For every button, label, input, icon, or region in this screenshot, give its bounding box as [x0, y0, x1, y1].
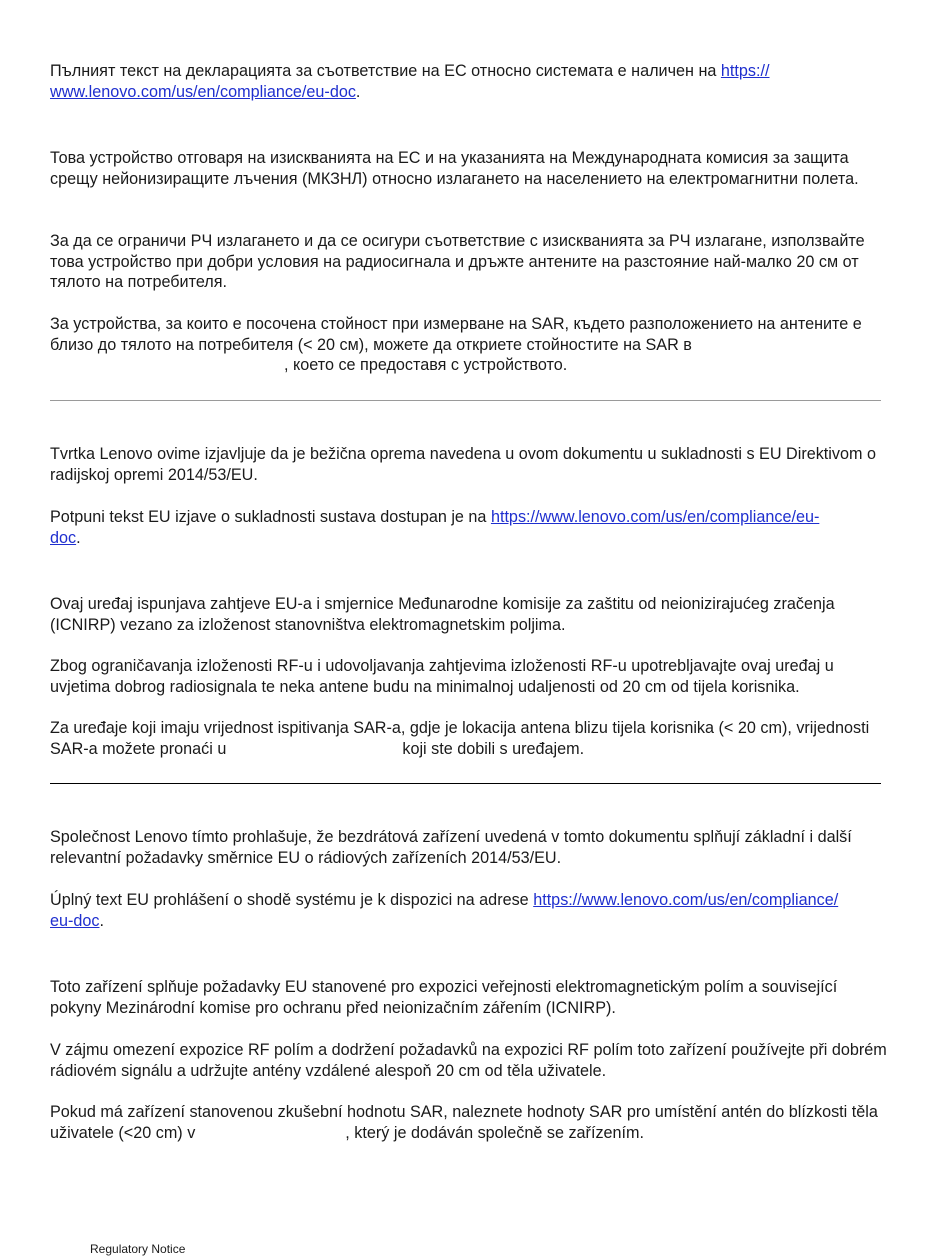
- cs-declaration-link[interactable]: https://www.lenovo.com/us/en/compliance/ eu-doc: [50, 891, 839, 930]
- section-divider: [50, 783, 881, 784]
- bg-rf-exposure-paragraph: За да се ограничи РЧ излагането и да се осигури съответствие с изискванията за РЧ излагане, използвайте това устройство при добри условия на радиосигнала и дръжте антените на разстояние най-малко 20 см от тялото на потребителя.: [50, 232, 865, 292]
- hr-declaration-link[interactable]: https://www.lenovo.com/us/en/compliance/eu- doc: [50, 508, 820, 547]
- hr-rf-exposure-paragraph: Zbog ograničavanja izloženosti RF-u i udovoljavanja zahtjevima izloženosti RF-u upotrebljavajte ovaj uređaj u uvjetima dobrog radiosignala te neka antene budu na minimalnoj udaljenosti od 20 cm od tijela korisnika.: [50, 657, 834, 696]
- cs-sar-paragraph: Pokud má zařízení stanovenou zkušební hodnotu SAR, naleznete hodnoty SAR pro umístění antén do blízkosti těla uživatele (<20 cm) v , který je dodáván společně se zařízením.: [50, 1103, 878, 1142]
- bg-declaration-text: Пълният текст на декларацията за съответствие на ЕС относно системата е наличен на: [50, 62, 717, 80]
- bg-sar-paragraph: За устройства, за които е посочена стойност при измерване на SAR, където разположението на антените е близо до тялото на потребителя (< 20 см), можете да откриете стойностите на SAR в, което се предоставя с устройството.: [50, 315, 862, 375]
- cs-compliance-paragraph: Toto zařízení splňuje požadavky EU stanovené pro expozici veřejnosti elektromagnetickým polím a související pokyny Mezinárodní komise pro ochranu před neionizačním zářením (ICNIRP).: [50, 978, 838, 1017]
- hr-declaration-intro: Tvrtka Lenovo ovime izjavljuje da je bežična oprema navedena u ovom dokumentu u sukladnosti s EU Direktivom o radijskoj opremi 2014/53/EU.: [50, 445, 876, 484]
- bg-declaration-paragraph: Пълният текст на декларацията за съответствие на ЕС относно системата е наличен на https:// www.lenovo.com/us/en/compliance/eu-doc.: [50, 62, 770, 101]
- section-divider: [50, 400, 881, 401]
- bg-declaration-link[interactable]: https:// www.lenovo.com/us/en/compliance/eu-doc: [50, 62, 770, 101]
- cs-declaration-intro: Společnost Lenovo tímto prohlašuje, že bezdrátová zařízení uvedená v tomto dokumentu splňují základní i další relevantní požadavky směrnice EU o rádiových zařízeních 2014/53/EU.: [50, 828, 852, 867]
- hr-compliance-paragraph: Ovaj uređaj ispunjava zahtjeve EU-a i smjernice Međunarodne komisije za zaštitu od neionizirajućeg zračenja (ICNIRP) vezano za izloženost stanovništva elektromagnetskim poljima.: [50, 595, 835, 634]
- page-footer: Regulatory Notice: [90, 1242, 186, 1256]
- bg-compliance-paragraph: Това устройство отговаря на изискванията на ЕС и на указанията на Международната комисия за защита срещу нейонизиращите лъчения (МКЗНЛ) относно излагането на населението на електромагнитни полета.: [50, 149, 859, 188]
- hr-declaration-paragraph: Potpuni tekst EU izjave o sukladnosti sustava dostupan je na https://www.lenovo.com/us/en/compliance/eu- doc.: [50, 508, 820, 547]
- hr-sar-paragraph: Za uređaje koji imaju vrijednost ispitivanja SAR-a, gdje je lokacija antena blizu tijela korisnika (< 20 cm), vrijednosti SAR-a možete pronaći u koji ste dobili s uređajem.: [50, 719, 870, 758]
- cs-declaration-paragraph: Úplný text EU prohlášení o shodě systému je k dispozici na adrese https://www.lenovo.com/us/en/compliance/ eu-doc.: [50, 891, 839, 930]
- cs-rf-exposure-paragraph: V zájmu omezení expozice RF polím a dodržení požadavků na expozici RF polím toto zařízení používejte při dobrém rádiovém signálu a udržujte antény vzdálené alespoň 20 cm od těla uživatele.: [50, 1041, 887, 1080]
